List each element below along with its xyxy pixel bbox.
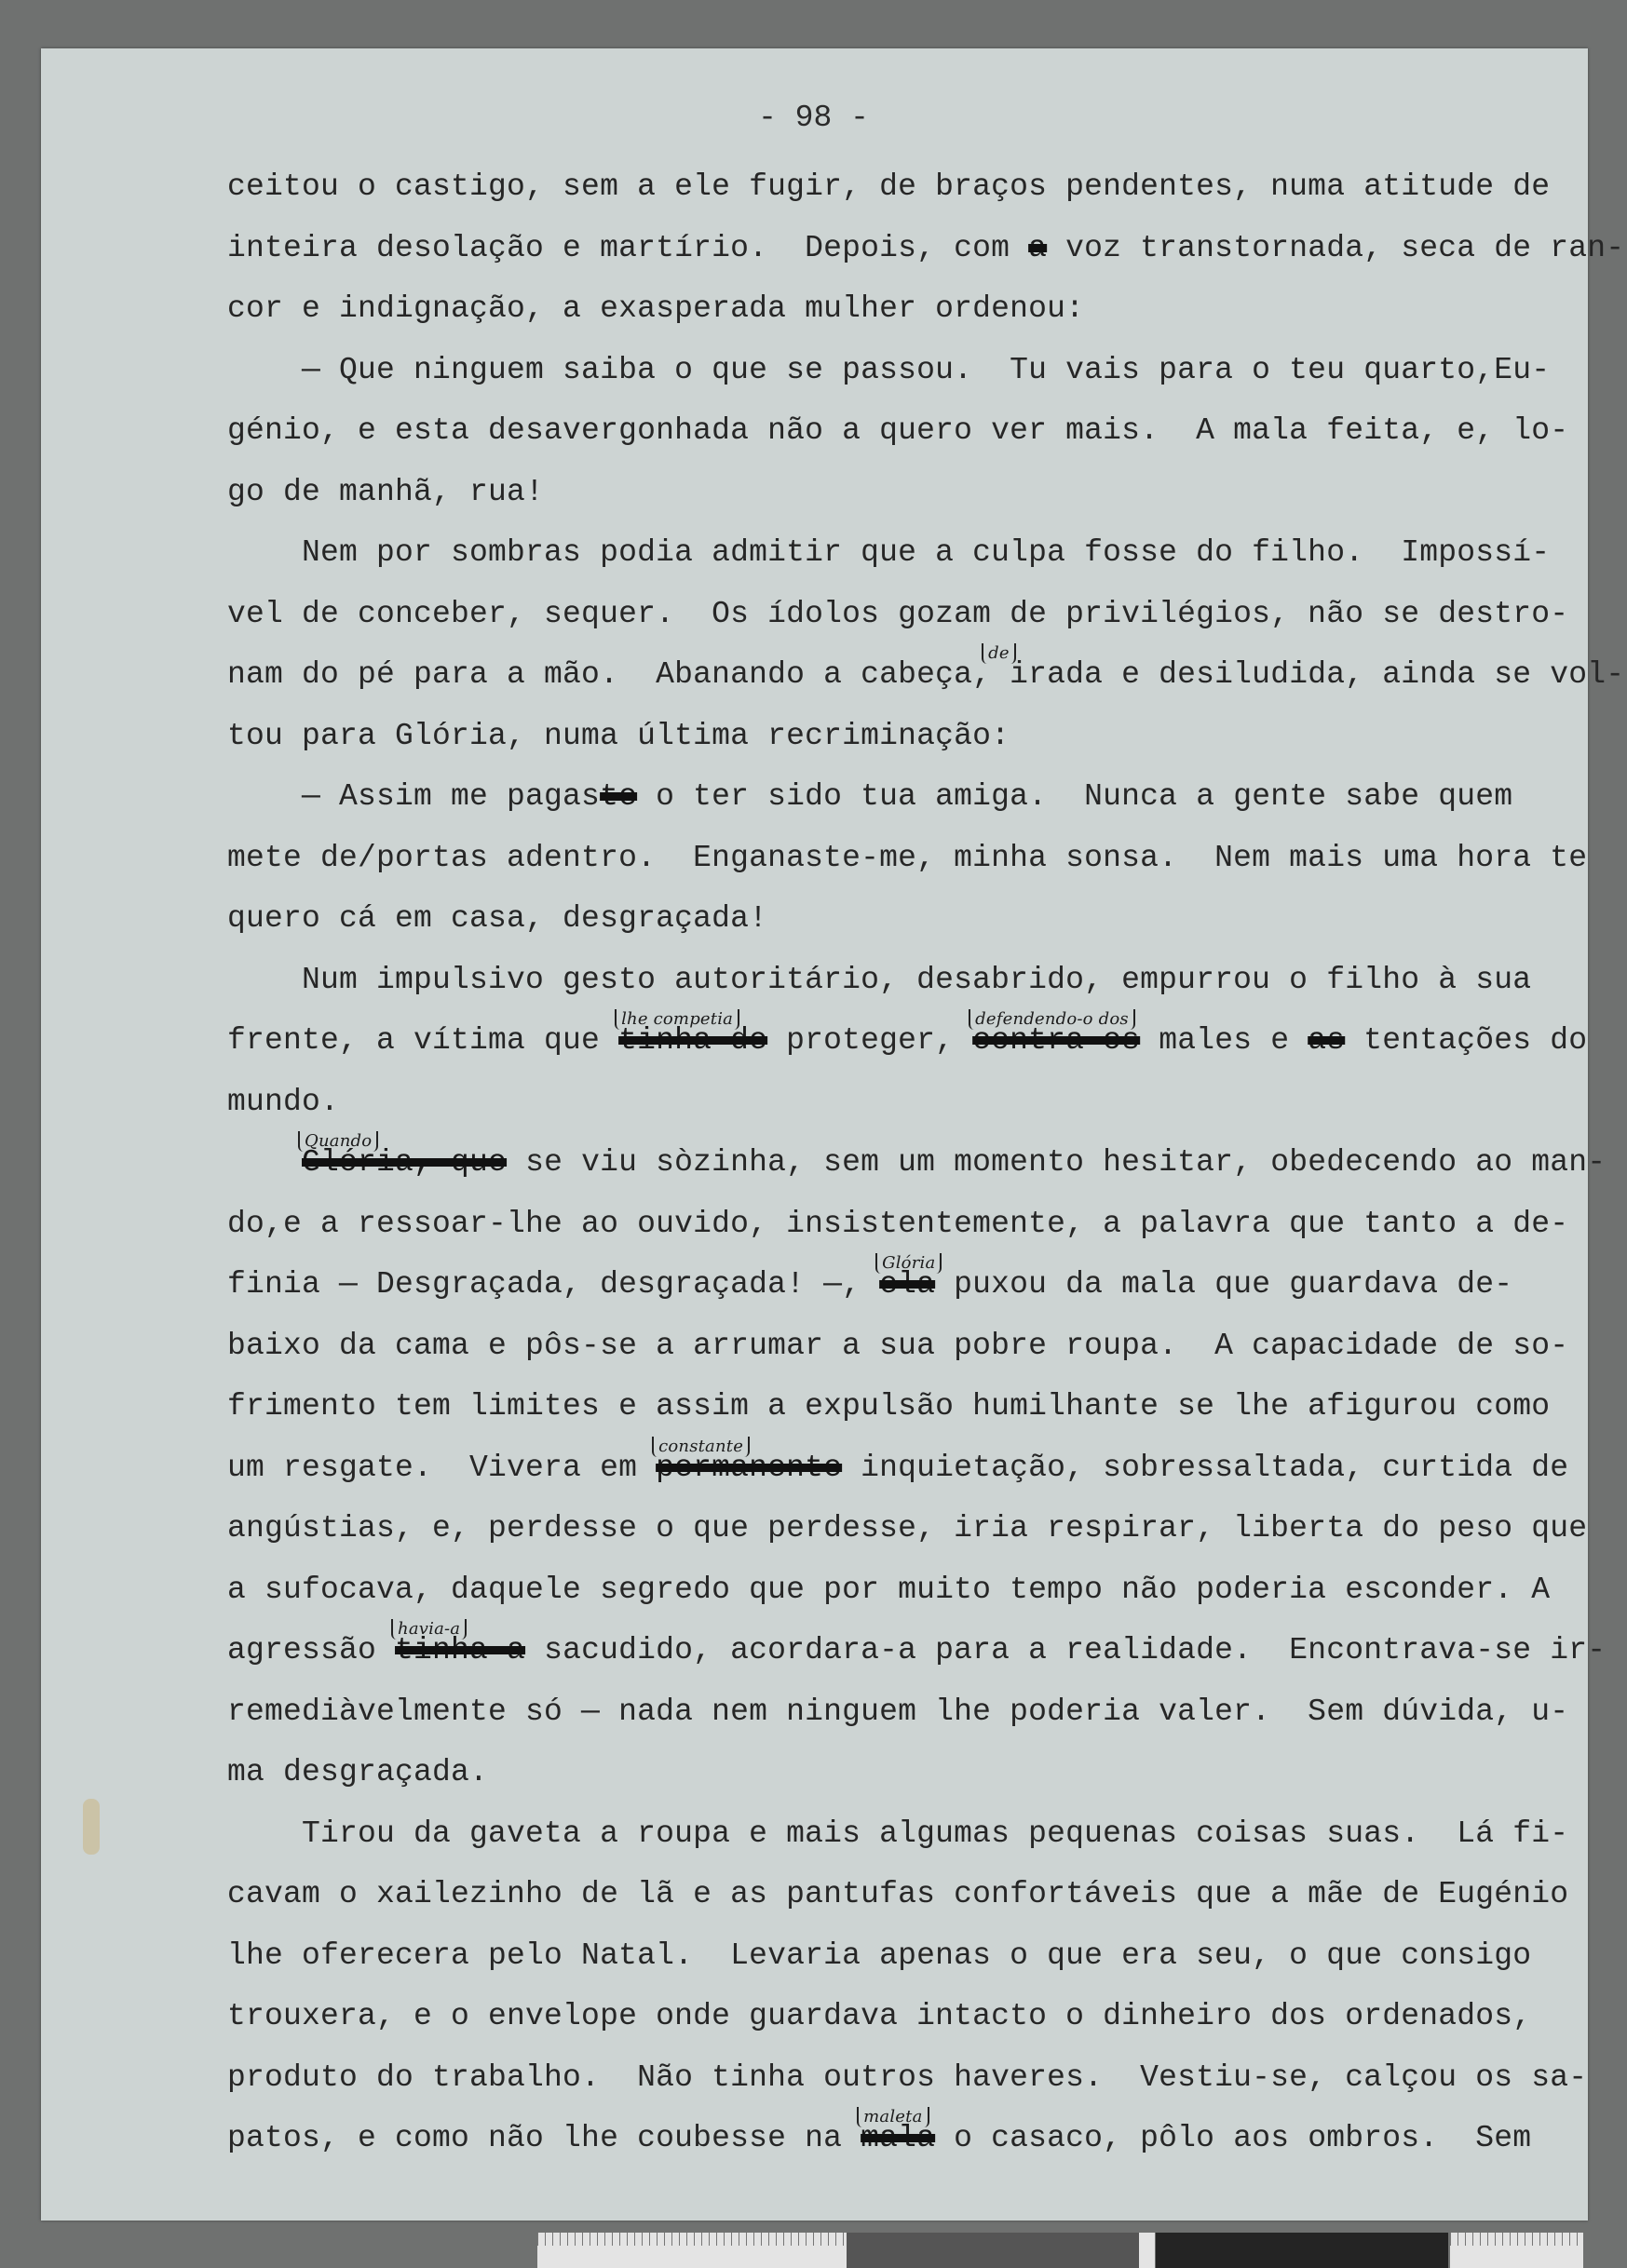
typed-text: remediàvelmente só — nada nem ninguem lhe poderia valer. Sem dúvida, u- xyxy=(227,1694,1569,1729)
typed-text: irada e desiludida, ainda se vol- xyxy=(991,657,1625,692)
struck-out-text: mala xyxy=(861,2121,936,2155)
handwritten-insertion: Quando xyxy=(298,1131,378,1152)
handwritten-insertion: defendendo-o dos xyxy=(969,1009,1135,1030)
text-line xyxy=(227,1925,1587,1987)
text-line xyxy=(227,1742,1587,1803)
text-line xyxy=(227,1131,1607,1194)
text-line xyxy=(227,1498,1587,1559)
correction xyxy=(972,1009,1141,1058)
scale-ruler-white xyxy=(1450,2233,1583,2268)
typed-text: tentações do xyxy=(1345,1023,1588,1058)
correction xyxy=(656,1436,843,1485)
handwritten-insertion: maleta xyxy=(857,2107,929,2127)
scale-ruler-white xyxy=(537,2233,847,2268)
typed-text: Nem por sombras podia admitir que a culpa fosse do filho. Impossí- xyxy=(227,535,1551,570)
typed-text: mundo. xyxy=(227,1084,340,1119)
text-line xyxy=(227,1559,1587,1621)
typed-text: frimento tem limites e assim a expulsão humilhante se lhe afigurou como xyxy=(227,1389,1551,1424)
struck-out-text: as xyxy=(1308,1023,1346,1058)
paper-stain xyxy=(83,1799,100,1855)
typed-text: o casaco, pôlo aos ombros. Sem xyxy=(935,2121,1532,2155)
typed-text: patos, e como não lhe coubesse na xyxy=(227,2121,861,2155)
text-line xyxy=(227,1438,1587,1499)
text-line xyxy=(227,643,1625,706)
struck-out-text: tinha de xyxy=(618,1023,768,1058)
text-line xyxy=(227,888,1587,950)
typed-text: — Assim me pagas xyxy=(227,779,601,814)
struck-out-text: contra os xyxy=(972,1023,1141,1058)
typed-text: — Que ninguem saiba o que se passou. Tu vais para o teu quarto,Eu- xyxy=(227,352,1551,387)
manuscript-body xyxy=(227,156,1625,2169)
correction xyxy=(600,779,637,814)
text-line xyxy=(227,828,1587,889)
correction xyxy=(395,1619,526,1667)
typed-text: inteira desolação e martírio. Depois, com xyxy=(227,230,1029,265)
typed-text: mete de/portas adentro. Enganaste-me, minha sonsa. Nem mais uma hora te xyxy=(227,840,1588,875)
typed-text: se viu sòzinha, sem um momento hesitar, obedecendo ao man- xyxy=(507,1145,1607,1180)
typed-text: inquietação, sobressaltada, curtida de xyxy=(842,1450,1569,1485)
handwritten-insertion: constante xyxy=(652,1437,750,1457)
text-line xyxy=(227,1803,1587,1865)
typed-text xyxy=(227,1145,302,1180)
typed-text: cor e indignação, a exasperada mulher ordenou: xyxy=(227,291,1085,326)
typed-text: génio, e esta desavergonhada não a quero ver mais. A mala feita, e, lo- xyxy=(227,413,1569,448)
typed-text: go de manhã, rua! xyxy=(227,474,545,509)
text-line xyxy=(227,1194,1587,1255)
typed-text: voz transtornada, seca de ran- xyxy=(1047,230,1625,265)
text-line xyxy=(227,2108,1587,2169)
typed-text: lhe oferecera pelo Natal. Levaria apenas o que era seu, o que consigo xyxy=(227,1937,1532,1973)
struck-out-text: Glória, que xyxy=(302,1145,508,1180)
text-line xyxy=(227,1072,1587,1133)
struck-out-text: a xyxy=(1028,230,1048,265)
text-line xyxy=(227,950,1587,1011)
text-line xyxy=(227,462,1587,523)
text-line xyxy=(227,584,1587,645)
typed-text: do,e a ressoar-lhe ao ouvido, insistentemente, a palavra que tanto a de- xyxy=(227,1206,1569,1241)
typed-text: a sufocava, daquele segredo que por muito tempo não poderia esconder. A xyxy=(227,1572,1551,1607)
handwritten-insertion: lhe competia xyxy=(615,1009,739,1030)
typed-text: tou para Glória, numa última recriminação: xyxy=(227,718,1010,753)
scale-ruler-black xyxy=(1156,2233,1448,2268)
typed-text: vel de conceber, sequer. Os ídolos gozam de privilégios, não se destro- xyxy=(227,596,1569,631)
typed-text: males e xyxy=(1140,1023,1308,1058)
text-line xyxy=(227,1681,1587,1743)
text-line xyxy=(227,1010,1587,1072)
typed-text: o ter sido tua amiga. Nunca a gente sabe quem xyxy=(637,779,1513,814)
typed-text: quero cá em casa, desgraçada! xyxy=(227,901,768,936)
typed-text: cavam o xailezinho de lã e as pantufas confortáveis que a mãe de Eugénio xyxy=(227,1877,1569,1911)
correction xyxy=(302,1131,508,1180)
typed-text: Tirou da gaveta a roupa e mais algumas pequenas coisas suas. Lá fi- xyxy=(227,1816,1569,1851)
typed-text: sacudido, acordara-a para a realidade. Encontrava-se ir- xyxy=(525,1633,1607,1667)
text-line xyxy=(227,766,1587,828)
typed-text: proteger, xyxy=(767,1023,973,1058)
text-line xyxy=(227,1316,1587,1377)
text-line xyxy=(227,156,1587,218)
correction xyxy=(618,1009,768,1058)
text-line xyxy=(227,1254,1587,1316)
text-line xyxy=(227,340,1587,401)
text-line xyxy=(227,2047,1587,2109)
handwritten-insertion: Glória xyxy=(875,1253,942,1274)
correction xyxy=(861,2107,936,2155)
page-number: - 98 - xyxy=(758,101,869,135)
text-line xyxy=(227,1864,1587,1925)
text-line xyxy=(227,218,1625,279)
text-line xyxy=(227,522,1587,584)
typed-text: baixo da cama e pôs-se a arrumar a sua pobre roupa. A capacidade de so- xyxy=(227,1328,1569,1363)
scale-ruler-gray xyxy=(847,2233,1139,2268)
text-line xyxy=(227,1986,1587,2047)
typed-text: finia — Desgraçada, desgraçada! —, xyxy=(227,1267,880,1302)
struck-out-text: ela xyxy=(879,1267,936,1302)
typed-text: ceitou o castigo, sem a ele fugir, de braços pendentes, numa atitude de xyxy=(227,169,1551,204)
typed-text: Num impulsivo gesto autoritário, desabrido, empurrou o filho à sua xyxy=(227,962,1532,997)
text-line xyxy=(227,278,1587,340)
text-line xyxy=(227,400,1587,462)
handwritten-insertion: de xyxy=(982,643,1016,664)
struck-out-text: permanente xyxy=(656,1450,843,1485)
correction xyxy=(879,1253,936,1302)
typed-text: produto do trabalho. Não tinha outros haveres. Vestiu-se, calçou os sa- xyxy=(227,2059,1588,2095)
text-line xyxy=(227,1376,1587,1438)
typed-text: nam do pé para a mão. Abanando a cabeça, xyxy=(227,657,992,692)
typed-text: agressão xyxy=(227,1633,396,1667)
typed-text: angústias, e, perdesse o que perdesse, iria respirar, liberta do peso que xyxy=(227,1511,1588,1546)
correction xyxy=(1308,1023,1345,1058)
handwritten-insertion: havia-a xyxy=(391,1619,467,1640)
scale-ruler-white xyxy=(1139,2233,1155,2268)
struck-out-text: te xyxy=(600,779,638,814)
typed-text: frente, a vítima que xyxy=(227,1023,619,1058)
typed-text: um resgate. Vivera em xyxy=(227,1450,657,1485)
text-line xyxy=(227,706,1587,767)
struck-out-text: tinha-a xyxy=(395,1633,526,1667)
typed-text: ma desgraçada. xyxy=(227,1755,489,1789)
text-line xyxy=(227,1619,1607,1681)
typed-text: trouxera, e o envelope onde guardava intacto o dinheiro dos ordenados, xyxy=(227,1999,1532,2033)
correction xyxy=(1028,231,1047,265)
typed-text: puxou da mala que guardava de- xyxy=(935,1267,1513,1302)
